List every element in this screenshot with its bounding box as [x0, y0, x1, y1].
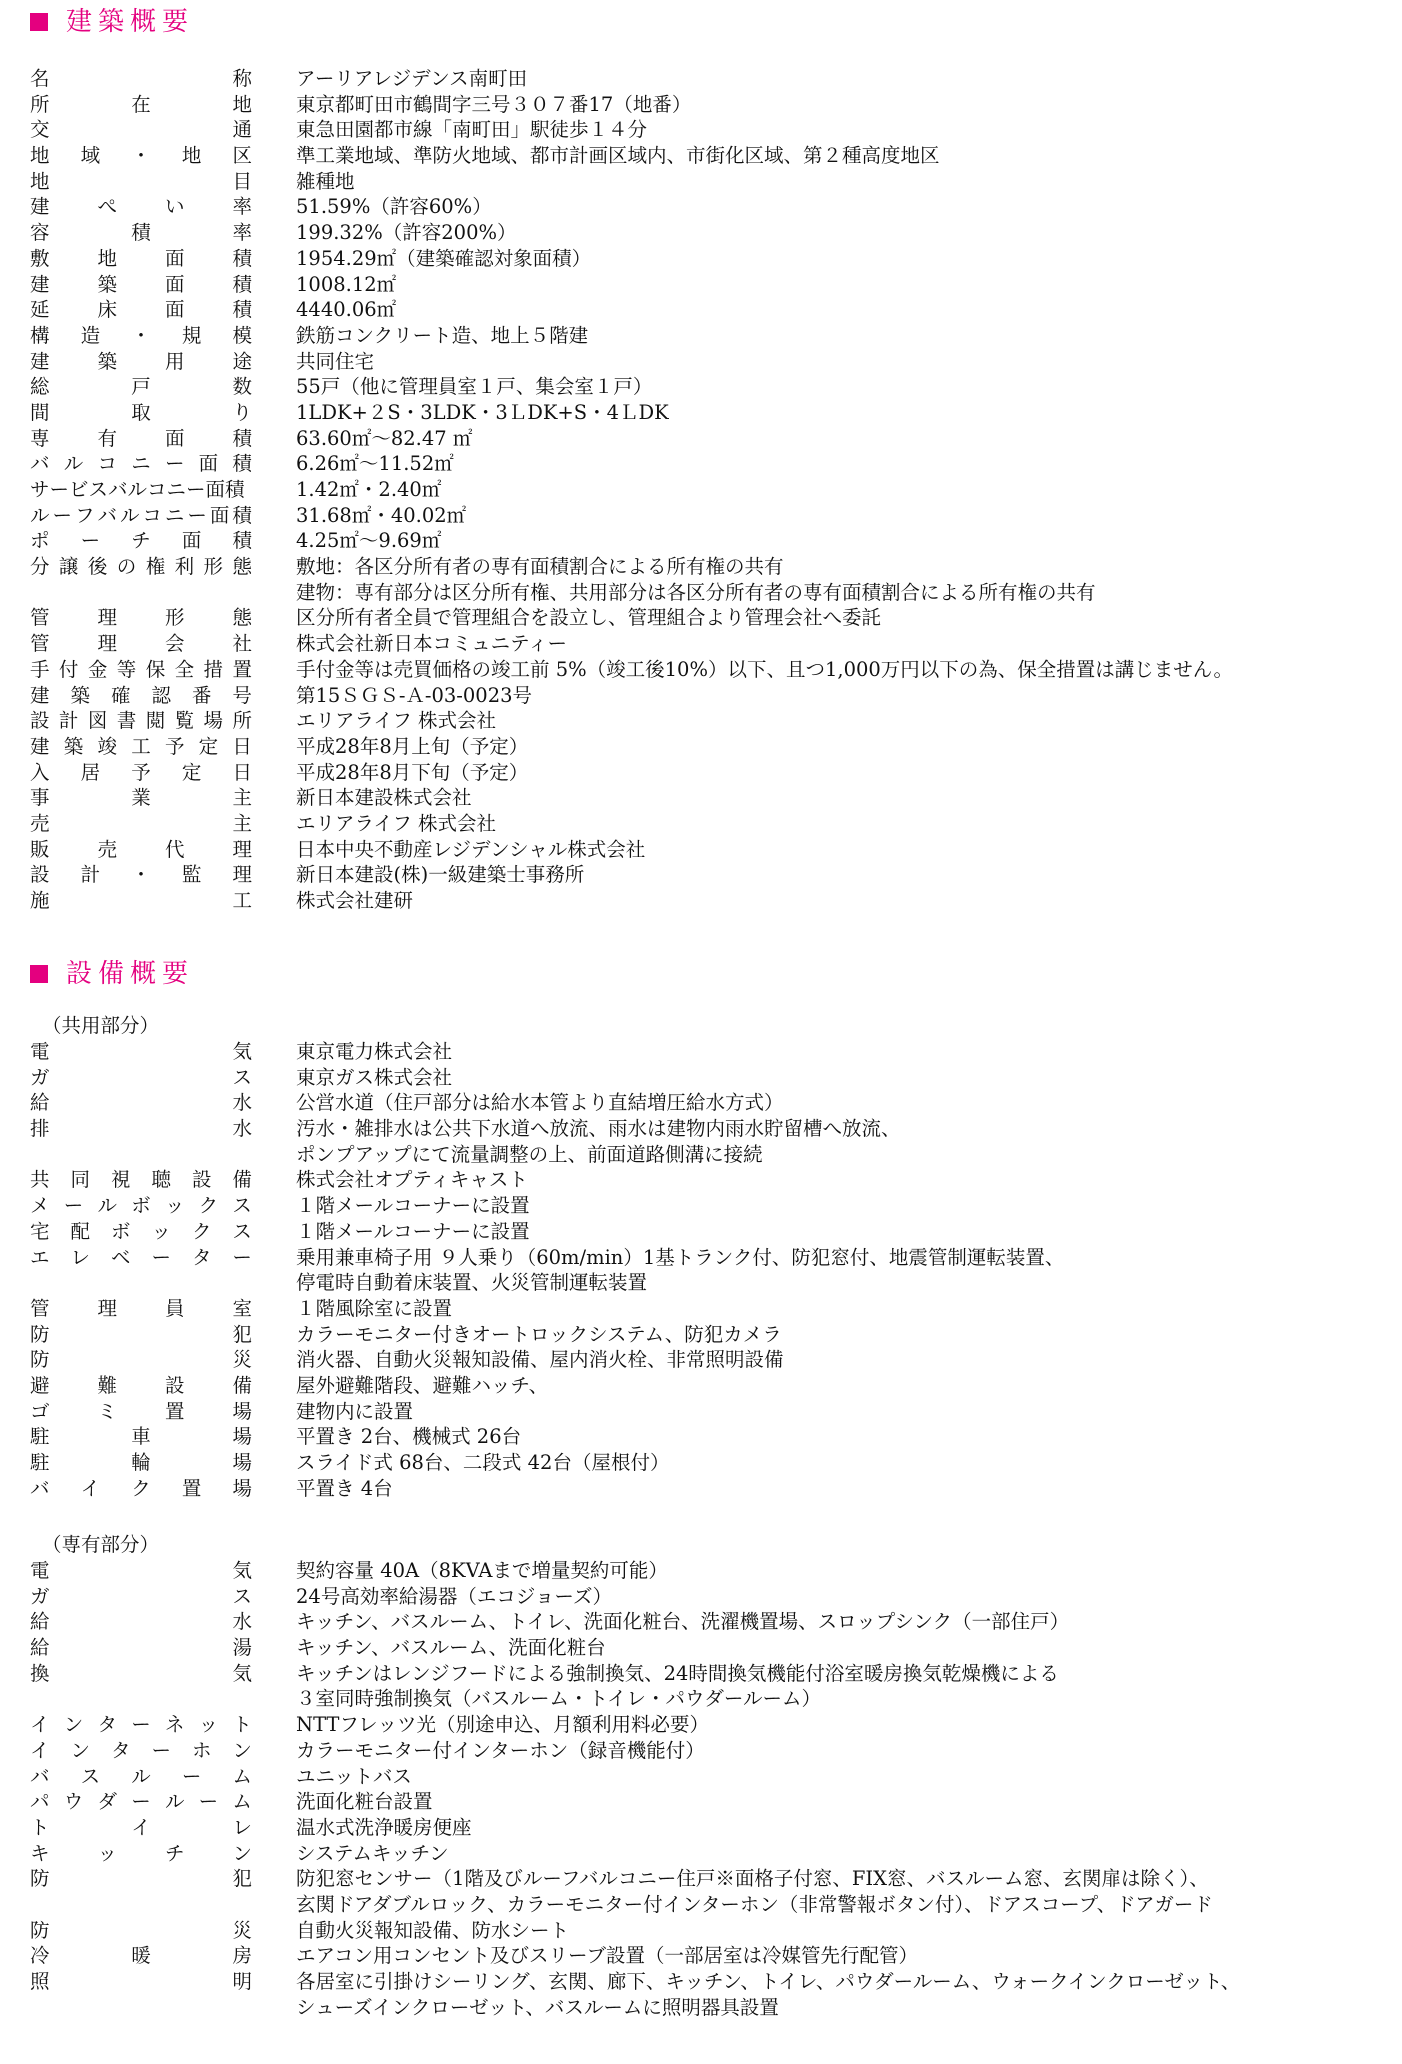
spec-value: 63.60㎡～82.47 ㎡ [296, 426, 473, 450]
spec-row [30, 1712, 1240, 1738]
spec-row [30, 837, 1233, 863]
spec-row [30, 1815, 1240, 1841]
spec-label: 地 域 ・ 地 区 [30, 144, 252, 168]
spec-row [30, 92, 1233, 118]
spec-row [30, 400, 1233, 426]
spec-value: 準工業地域、準防火地域、都市計画区域内、市街化区域、第２種高度地区 [296, 144, 940, 168]
spec-value: カラーモニター付インターホン（録音機能付） [296, 1738, 705, 1762]
spec-label: 冷 暖 房 [30, 1944, 252, 1968]
spec-value: 玄関ドアダブルロック、カラーモニター付インターホン（非常警報ボタン付）、ドアスコープ、ドアガード [296, 1892, 1213, 1916]
spec-label: バ ス ル ー ム [30, 1764, 252, 1788]
spec-value: 1954.29㎡（建築確認対象面積） [296, 246, 592, 270]
spec-label: ガ ス [30, 1584, 252, 1608]
spec-label: 所 在 地 [30, 92, 252, 116]
spec-label: キ ッ チ ン [30, 1841, 252, 1865]
spec-row [30, 1450, 1064, 1476]
spec-row [30, 1322, 1064, 1348]
spec-label: 設 計 ・ 監 理 [30, 863, 252, 887]
spec-row [30, 1219, 1064, 1245]
spec-label: ル ー フ バ ル コ ニ ー 面 積 [30, 503, 252, 527]
spec-label: エ レ ベ ー タ ー [30, 1245, 252, 1269]
spec-label: 地 目 [30, 169, 252, 193]
spec-label: 専 有 面 積 [30, 426, 252, 450]
spec-row [30, 1866, 1240, 1892]
spec-row [30, 1764, 1240, 1790]
spec-value: ３室同時強制換気（バスルーム・トイレ・パウダールーム） [296, 1687, 821, 1711]
spec-label [30, 1686, 252, 1712]
spec-label: 排 水 [30, 1117, 252, 1141]
spec-label: 管 理 員 室 [30, 1296, 252, 1320]
spec-row [30, 1373, 1064, 1399]
spec-row [30, 1918, 1240, 1944]
spec-value: 新日本建設株式会社 [296, 786, 472, 810]
spec-row [30, 1116, 1064, 1142]
spec-row [30, 349, 1233, 375]
spec-row [30, 760, 1233, 786]
spec-value: シューズインクローゼット、バスルームに照明器具設置 [296, 1995, 779, 2019]
private-area-heading: （専有部分） [42, 1533, 160, 1556]
spec-row [30, 1193, 1064, 1219]
spec-value: キッチンはレンジフードによる強制換気、24時間換気機能付浴室暖房換気乾燥機による [296, 1661, 1059, 1685]
spec-label: 防 犯 [30, 1322, 252, 1346]
spec-value: 1LDK+２S・3LDK・3ＬDK+S・4ＬDK [296, 400, 669, 424]
spec-label: サービスバルコニー面積 [30, 478, 245, 501]
spec-row [30, 1347, 1064, 1373]
spec-label: 施 工 [30, 889, 252, 912]
spec-label: 管 理 形 態 [30, 606, 252, 630]
common-area-heading: （共用部分） [42, 1014, 160, 1037]
spec-value: 東京電力株式会社 [296, 1040, 453, 1063]
spec-label: 給 水 [30, 1610, 252, 1634]
spec-value: 55戸（他に管理員室１戸、集会室１戸） [296, 375, 653, 399]
spec-value: 平置き 4台 [296, 1476, 393, 1500]
spec-value: 東急田園都市線「南町田」駅徒歩１４分 [296, 118, 648, 142]
spec-row [30, 169, 1233, 195]
spec-row [30, 1090, 1064, 1116]
pink-square-icon [30, 965, 48, 983]
spec-value: 建物：専有部分は区分所有権、共用部分は各区分所有者の専有面積割合による所有権の共有 [296, 580, 1096, 604]
spec-row [30, 683, 1233, 709]
spec-row [30, 477, 1233, 503]
spec-value: 株式会社新日本コミュニティー [296, 632, 568, 656]
spec-label: 入 居 予 定 日 [30, 760, 252, 784]
spec-label: 建 築 竣 工 予 定 日 [30, 734, 252, 758]
spec-label: 防 災 [30, 1348, 252, 1372]
spec-row [30, 1245, 1064, 1271]
building-spec-list [30, 66, 1233, 914]
spec-label: ガ ス [30, 1065, 252, 1089]
spec-value: 平成28年8月上旬（予定） [296, 734, 529, 758]
spec-label: 建 築 確 認 番 号 [30, 683, 252, 707]
spec-label: 避 難 設 備 [30, 1373, 252, 1397]
spec-value: 共同住宅 [296, 349, 375, 373]
spec-row [30, 1167, 1064, 1193]
spec-label: 管 理 会 社 [30, 632, 252, 656]
spec-row [30, 1738, 1240, 1764]
spec-value: アーリアレジデンス南町田 [296, 67, 528, 90]
spec-row [30, 1039, 1064, 1065]
spec-label: 販 売 代 理 [30, 837, 252, 861]
spec-value: 区分所有者全員で管理組合を設立し、管理組合より管理会社へ委託 [296, 606, 882, 630]
spec-label: 駐 車 場 [30, 1425, 252, 1449]
spec-value: ポンプアップにて流量調整の上、前面道路側溝に接続 [296, 1142, 763, 1166]
spec-row [30, 1296, 1064, 1322]
spec-label: イ ン タ ー ネ ッ ト [30, 1713, 252, 1737]
spec-value: 東京ガス株式会社 [296, 1065, 453, 1089]
spec-label: 電 気 [30, 1559, 252, 1582]
spec-value: １階メールコーナーに設置 [296, 1194, 530, 1218]
spec-value: 鉄筋コンクリート造、地上５階建 [296, 323, 589, 347]
spec-row [30, 1635, 1240, 1661]
spec-row [30, 1558, 1240, 1584]
private-equipment-list [30, 1558, 1240, 2020]
spec-label: 売 主 [30, 811, 252, 835]
spec-label: ト イ レ [30, 1815, 252, 1839]
spec-row [30, 117, 1233, 143]
spec-label: 防 災 [30, 1918, 252, 1942]
spec-value: 平置き 2台、機械式 26台 [296, 1425, 522, 1449]
spec-label: バ イ ク 置 場 [30, 1476, 252, 1500]
spec-value: 新日本建設(株)一級建築士事務所 [296, 863, 585, 887]
spec-value: 乗用兼車椅子用 ９人乗り（60m/min）1基トランク付、防犯窓付、地震管制運転装置、 [296, 1245, 1065, 1269]
spec-row [30, 657, 1233, 683]
spec-value: エリアライフ 株式会社 [296, 709, 497, 733]
spec-label: 照 明 [30, 1970, 252, 1993]
spec-row [30, 862, 1233, 888]
spec-row [30, 143, 1233, 169]
spec-value: 日本中央不動産レジデンシャル株式会社 [296, 837, 646, 861]
spec-value: 公営水道（住戸部分は給水本管より直結増圧給水方式） [296, 1091, 784, 1115]
spec-value: 51.59%（許容60%） [296, 195, 492, 219]
spec-value: 契約容量 40A（8KVAまで増量契約可能） [296, 1559, 668, 1582]
spec-row [30, 1609, 1240, 1635]
spec-value: 雑種地 [296, 169, 355, 193]
spec-value: 4440.06㎡ [296, 298, 397, 322]
spec-value: スライド式 68台、二段式 42台（屋根付） [296, 1451, 670, 1474]
spec-label: 手 付 金 等 保 全 措 置 [30, 657, 252, 681]
spec-value: ユニットバス [296, 1764, 412, 1788]
spec-label: 設 計 図 書 閲 覧 場 所 [30, 709, 252, 733]
spec-row [30, 426, 1233, 452]
spec-row [30, 631, 1233, 657]
spec-value: キッチン、バスルーム、洗面化粧台 [296, 1636, 606, 1660]
spec-label: 容 積 率 [30, 221, 252, 245]
spec-row [30, 1142, 1064, 1168]
spec-row [30, 734, 1233, 760]
spec-value: カラーモニター付きオートロックシステム、防犯カメラ [296, 1322, 782, 1346]
spec-row [30, 1065, 1064, 1091]
spec-label: 構 造 ・ 規 模 [30, 323, 252, 347]
spec-value: 31.68㎡・40.02㎡ [296, 503, 467, 527]
spec-label: 事 業 主 [30, 786, 252, 810]
spec-value: 自動火災報知設備、防水シート [296, 1918, 570, 1942]
spec-row [30, 1892, 1240, 1918]
spec-row [30, 1270, 1064, 1296]
spec-row [30, 272, 1233, 298]
spec-value: 洗面化粧台設置 [296, 1790, 433, 1814]
spec-row [30, 1476, 1064, 1502]
spec-row [30, 1584, 1240, 1610]
spec-row [30, 374, 1233, 400]
spec-label: 電 気 [30, 1040, 252, 1063]
spec-value: 1008.12㎡ [296, 272, 397, 296]
spec-label: 宅 配 ボ ッ ク ス [30, 1219, 252, 1243]
spec-row [30, 194, 1233, 220]
spec-label: 分 譲 後 の 権 利 形 態 [30, 555, 252, 579]
spec-label [30, 1270, 252, 1296]
spec-label: 総 戸 数 [30, 375, 252, 399]
spec-value: エリアライフ 株式会社 [296, 811, 497, 835]
spec-value: 6.26㎡～11.52㎡ [296, 452, 454, 476]
spec-label: メ ー ル ボ ッ ク ス [30, 1194, 252, 1218]
spec-label: 名 称 [30, 67, 252, 90]
spec-row [30, 554, 1233, 580]
spec-row [30, 1995, 1240, 2021]
equipment-section-header [30, 956, 194, 992]
spec-row [30, 528, 1233, 554]
spec-label: 建 築 用 途 [30, 349, 252, 373]
spec-label: 給 湯 [30, 1636, 252, 1660]
spec-row [30, 1943, 1240, 1969]
spec-label: 防 犯 [30, 1867, 252, 1891]
spec-value: 1.42㎡・2.40㎡ [296, 478, 442, 501]
spec-label: ゴ ミ 置 場 [30, 1399, 252, 1423]
spec-row [30, 708, 1233, 734]
spec-value: 4.25㎡～9.69㎡ [296, 529, 442, 553]
spec-row [30, 888, 1233, 914]
spec-label: 駐 輪 場 [30, 1451, 252, 1474]
spec-label: 敷 地 面 積 [30, 246, 252, 270]
spec-row [30, 1789, 1240, 1815]
spec-row [30, 605, 1233, 631]
spec-row [30, 503, 1233, 529]
spec-value: 汚水・雑排水は公共下水道へ放流、雨水は建物内雨水貯留槽へ放流、 [296, 1117, 901, 1141]
spec-row [30, 580, 1233, 606]
spec-value: 平成28年8月下旬（予定） [296, 760, 529, 784]
building-section-title: 建築概要 [66, 7, 195, 37]
spec-row [30, 811, 1233, 837]
spec-label: 共 同 視 聴 設 備 [30, 1168, 252, 1192]
spec-value: 消火器、自動火災報知設備、屋内消火栓、非常照明設備 [296, 1348, 784, 1372]
spec-row [30, 1969, 1240, 1995]
spec-row [30, 297, 1233, 323]
spec-value: 株式会社オプティキャスト [296, 1168, 528, 1192]
spec-value: 敷地：各区分所有者の専有面積割合による所有権の共有 [296, 555, 784, 579]
spec-label [30, 1892, 252, 1918]
spec-value: 停電時自動着床装置、火災管制運転装置 [296, 1271, 648, 1295]
spec-row [30, 1841, 1240, 1867]
spec-value: エアコン用コンセント及びスリーブ設置（一部居室は冷媒管先行配管） [296, 1944, 919, 1968]
spec-label [30, 1142, 252, 1168]
spec-value: システムキッチン [296, 1841, 449, 1865]
spec-value: 手付金等は売買価格の竣工前 5%（竣工後10%）以下、且つ1,000万円以下の為、保全措置は講じません。 [296, 657, 1233, 681]
building-section-header [30, 4, 194, 40]
spec-row [30, 246, 1233, 272]
spec-label: 交 通 [30, 118, 252, 142]
spec-row [30, 1424, 1064, 1450]
spec-value: 東京都町田市鶴間字三号３０７番17（地番） [296, 92, 692, 116]
spec-row [30, 451, 1233, 477]
spec-label: バ ル コ ニ ー 面 積 [30, 452, 252, 476]
spec-value: 建物内に設置 [296, 1399, 414, 1423]
spec-label [30, 1995, 252, 2021]
spec-label [30, 580, 252, 606]
spec-value: 第15ＳＧＳ-Ａ-03-0023号 [296, 683, 533, 707]
spec-value: 温水式洗浄暖房便座 [296, 1815, 472, 1839]
spec-label: イ ン タ ー ホ ン [30, 1738, 252, 1762]
spec-value: 株式会社建研 [296, 889, 414, 912]
spec-value: 199.32%（許容200%） [296, 221, 517, 245]
spec-label: 給 水 [30, 1091, 252, 1115]
spec-value: １階メールコーナーに設置 [296, 1219, 530, 1243]
spec-value: 24号高効率給湯器（エコジョーズ） [296, 1584, 612, 1608]
spec-value: 防犯窓センサー（1階及びルーフバルコニー住戸※面格子付窓、FIX窓、バスルーム窓、玄関扉は除く）、 [296, 1867, 1209, 1891]
pink-square-icon [30, 13, 48, 31]
spec-row [30, 785, 1233, 811]
common-equipment-list [30, 1039, 1064, 1501]
spec-value: 各居室に引掛けシーリング、玄関、廊下、キッチン、トイレ、パウダールーム、ウォークインクローゼット、 [296, 1970, 1241, 1993]
spec-value: １階風除室に設置 [296, 1296, 453, 1320]
spec-row [30, 323, 1233, 349]
spec-value: キッチン、バスルーム、トイレ、洗面化粧台、洗濯機置場、スロップシンク（一部住戸） [296, 1610, 1070, 1634]
spec-label: 間 取 り [30, 400, 252, 424]
equipment-section-title: 設備概要 [66, 959, 195, 989]
spec-row [30, 66, 1233, 92]
spec-row [30, 220, 1233, 246]
spec-label: 建 築 面 積 [30, 272, 252, 296]
spec-label: ポ ー チ 面 積 [30, 529, 252, 553]
spec-row [30, 1661, 1240, 1687]
spec-label: 換 気 [30, 1661, 252, 1685]
spec-value: NTTフレッツ光（別途申込、月額利用料必要） [296, 1713, 709, 1737]
spec-label: 延 床 面 積 [30, 298, 252, 322]
spec-label: 建 ぺ い 率 [30, 195, 252, 219]
spec-label: パ ウ ダ ー ル ー ム [30, 1790, 252, 1814]
spec-row [30, 1686, 1240, 1712]
spec-row [30, 1399, 1064, 1425]
spec-value: 屋外避難階段、避難ハッチ、 [296, 1373, 549, 1397]
